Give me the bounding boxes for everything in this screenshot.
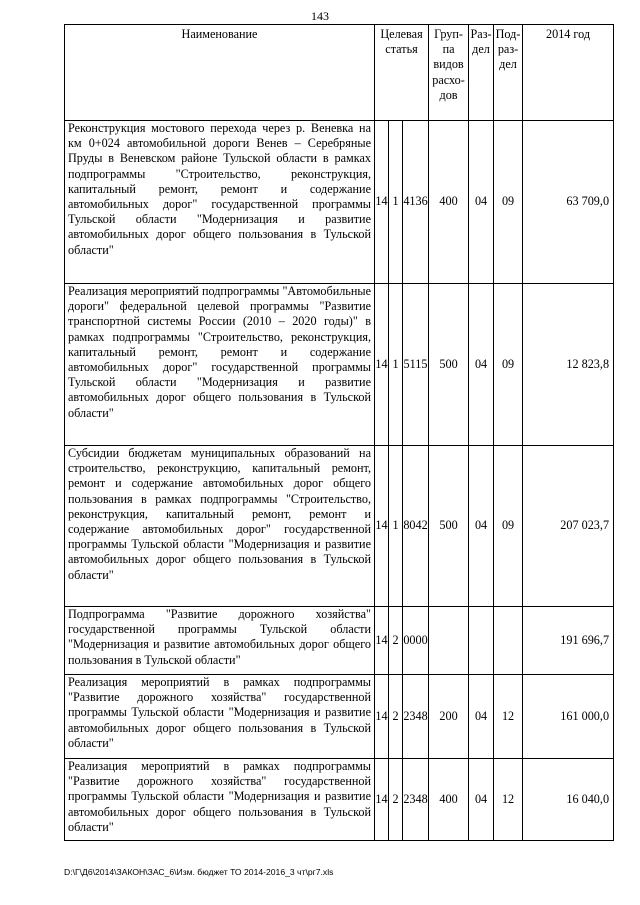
article-part-3: 5115 <box>403 284 429 446</box>
article-part-2: 2 <box>389 675 403 759</box>
budget-table <box>64 24 614 841</box>
header-subsection: Под-раз-дел <box>494 25 523 121</box>
section: 04 <box>469 284 494 446</box>
header-section: Раз-дел <box>469 25 494 121</box>
article-part-1: 14 <box>375 284 389 446</box>
article-part-3: 2348 <box>403 675 429 759</box>
table-row <box>65 607 614 675</box>
amount: 207 023,7 <box>523 446 614 607</box>
article-part-1: 14 <box>375 446 389 607</box>
expense-group: 400 <box>429 759 469 841</box>
section: 04 <box>469 121 494 284</box>
article-part-2: 1 <box>389 446 403 607</box>
section: 04 <box>469 759 494 841</box>
header-year: 2014 год <box>523 25 614 121</box>
row-name: Реализация мероприятий в рамках подпрограммы "Развитие дорожного хозяйства" государственной программы Тульской области "Модернизация и развитие автомобильных дорог общего пользования в Тульской области" <box>65 759 375 841</box>
table-row <box>65 446 614 607</box>
subsection: 12 <box>494 675 523 759</box>
row-name: Реализация мероприятий в рамках подпрограммы "Развитие дорожного хозяйства" государственной программы Тульской области "Модернизация и развитие автомобильных дорог общего пользования в Тульской области" <box>65 675 375 759</box>
subsection: 12 <box>494 759 523 841</box>
amount: 191 696,7 <box>523 607 614 675</box>
subsection: 09 <box>494 446 523 607</box>
expense-group <box>429 607 469 675</box>
article-part-2: 1 <box>389 284 403 446</box>
subsection <box>494 607 523 675</box>
row-name: Реализация мероприятий подпрограммы "Автомобильные дороги" федеральной целевой программы "Развитие транспортной системы России (2010 – 2020 годы)" в рамках подпрограммы "Строительство, реконструкция, капитальный ремонт, ремонт и содержание автомобильных дорог" государственной программы Тульской области "Модернизация и развитие автомобильных дорог общего пользования в Тульской области" <box>65 284 375 446</box>
table-row <box>65 759 614 841</box>
article-part-1: 14 <box>375 607 389 675</box>
section <box>469 607 494 675</box>
header-expense-group: Груп-па видов расхо-дов <box>429 25 469 121</box>
article-part-3: 0000 <box>403 607 429 675</box>
article-part-1: 14 <box>375 675 389 759</box>
header-target-article: Целевая статья <box>375 25 429 121</box>
article-part-1: 14 <box>375 759 389 841</box>
page-number: 143 <box>311 9 329 23</box>
amount: 12 823,8 <box>523 284 614 446</box>
header-name: Наименование <box>65 25 375 121</box>
article-part-3: 8042 <box>403 446 429 607</box>
row-name: Субсидии бюджетам муниципальных образований на строительство, реконструкцию, капитальный ремонт, ремонт и содержание автомобильных дорог общего пользования в рамках подпрограммы "Строительство, реконструкция, капитальный ремонт, ремонт и содержание автомобильных дорог" государственной программы Тульской области "Модернизация и развитие автомобильных дорог общего пользования в Тульской области" <box>65 446 375 607</box>
subsection: 09 <box>494 121 523 284</box>
expense-group: 500 <box>429 446 469 607</box>
file-path-footer: D:\Г\Д6\2014\ЗАКОН\ЗАС_6\Изм. бюджет ТО 2014-2016_3 чт\рг7.xls <box>64 867 334 877</box>
table-row <box>65 675 614 759</box>
subsection: 09 <box>494 284 523 446</box>
article-part-2: 2 <box>389 759 403 841</box>
section: 04 <box>469 446 494 607</box>
expense-group: 200 <box>429 675 469 759</box>
expense-group: 500 <box>429 284 469 446</box>
row-name: Подпрограмма "Развитие дорожного хозяйства" государственной программы Тульской области "Модернизация и развитие автомобильных дорог общего пользования в Тульской области" <box>65 607 375 675</box>
amount: 16 040,0 <box>523 759 614 841</box>
table-row <box>65 284 614 446</box>
table-row <box>65 121 614 284</box>
table-header-row <box>65 25 614 121</box>
article-part-1: 14 <box>375 121 389 284</box>
article-part-3: 4136 <box>403 121 429 284</box>
row-name: Реконструкция мостового перехода через р. Веневка на км 0+024 автомобильной дороги Венев – Серебряные Пруды в Веневском районе Тульской области в рамках подпрограммы "Строительство, реконструкция, капитальный ремонт, ремонт и содержание автомобильных дорог" государственной программы Тульской области "Модернизация и развитие автомобильных дорог общего пользования в Тульской области" <box>65 121 375 284</box>
article-part-2: 1 <box>389 121 403 284</box>
article-part-2: 2 <box>389 607 403 675</box>
amount: 63 709,0 <box>523 121 614 284</box>
expense-group: 400 <box>429 121 469 284</box>
article-part-3: 2348 <box>403 759 429 841</box>
section: 04 <box>469 675 494 759</box>
amount: 161 000,0 <box>523 675 614 759</box>
